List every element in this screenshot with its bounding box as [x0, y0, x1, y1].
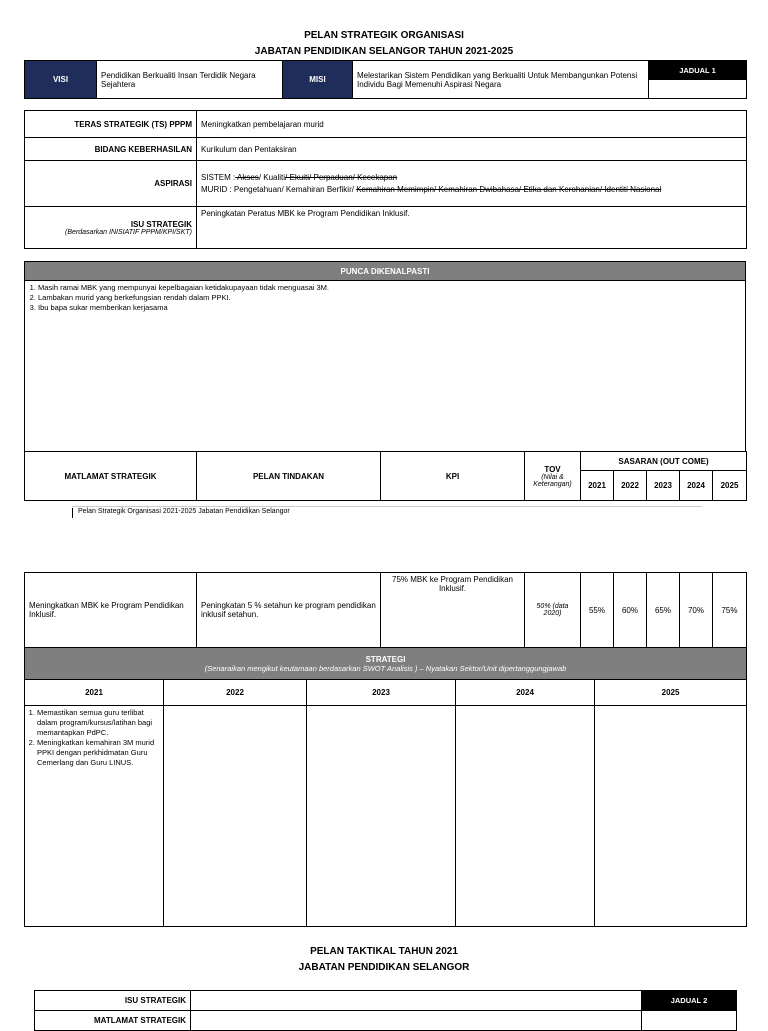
misi-label: MISI: [283, 61, 353, 99]
punca-table: [24, 261, 746, 452]
strategi-year: 2023: [307, 680, 456, 706]
aspirasi-label: ASPIRASI: [25, 161, 197, 207]
target-value: 70%: [680, 573, 713, 648]
taktikal-isu-value: [191, 991, 642, 1011]
strategi-2022-cell: [164, 706, 307, 927]
pelan-value: Peningkatan 5 % setahun ke program pendidikan inklusif setahun.: [197, 573, 381, 648]
taktikal-matlamat-value: [191, 1011, 642, 1031]
matlamat-header-table: [24, 451, 747, 501]
sasaran-year: 2022: [614, 471, 647, 501]
footer-text: Pelan Strategik Organisasi 2021-2025 Jabatan Pendidikan Selangor: [78, 508, 290, 515]
strategi-year: 2022: [164, 680, 307, 706]
target-value: 65%: [647, 573, 680, 648]
target-value: 60%: [614, 573, 647, 648]
misi-text: Melestarikan Sistem Pendidikan yang Berkualiti Untuk Membangunkan Potensi Individu Bagi Memenuhi Aspirasi Negara: [353, 61, 649, 99]
taktikal-isu-label: ISU STRATEGIK: [35, 991, 191, 1011]
page-title: PELAN STRATEGIK ORGANISASI: [304, 30, 464, 41]
isu-strategik-value: Peningkatan Peratus MBK ke Program Pendidikan Inklusif.: [197, 207, 747, 249]
jadual-1-empty: [649, 80, 747, 99]
sasaran-year: 2025: [713, 471, 747, 501]
taktikal-matlamat-extra: [642, 1011, 737, 1031]
footer-divider: [72, 506, 702, 507]
teras-value: Meningkatkan pembelajaran murid: [197, 111, 747, 138]
sasaran-year: 2021: [581, 471, 614, 501]
strategi-year: 2024: [456, 680, 595, 706]
punca-header: PUNCA DIKENALPASTI: [25, 262, 746, 281]
kpi-header: KPI: [381, 452, 525, 501]
taktikal-table: [34, 990, 737, 1031]
strategi-item: 1. Memastikan semua guru terlibat dalam program/kursus/latihan bagi memantapkan PdPC.: [37, 708, 162, 738]
teras-table: [24, 110, 747, 249]
aspirasi-sistem: SISTEM : Akses/ Kualiti/ Ekuiti/ Perpaduan/ Kecekapan: [201, 172, 398, 182]
isu-strategik-label: ISU STRATEGIK (Berdasarkan INISIATIF PPPM/KPI/SKT): [25, 207, 197, 249]
jadual-1-badge: JADUAL 1: [649, 61, 747, 80]
teras-label: TERAS STRATEGIK (TS) PPPM: [25, 111, 197, 138]
target-value: 55%: [581, 573, 614, 648]
sasaran-header: SASARAN (OUT COME): [581, 452, 747, 471]
aspirasi-murid: MURID : Pengetahuan/ Kemahiran Berfikir/ Kemahiran Memimpin/ Kemahiran Dwibahasa/ Etika dan Kerohanian/ Identiti Nasional: [201, 184, 662, 194]
matlamat-row-table: [24, 572, 747, 648]
bidang-label: BIDANG KEBERHASILAN: [25, 138, 197, 161]
visi-misi-table: [24, 60, 747, 99]
matlamat-strategik-header: MATLAMAT STRATEGIK: [25, 452, 197, 501]
strategi-2024-cell: [456, 706, 595, 927]
strategi-2025-cell: [595, 706, 747, 927]
strategi-2021-cell: [25, 706, 164, 927]
matlamat-value: Meningkatkan MBK ke Program Pendidikan Inklusif.: [25, 573, 197, 648]
strategi-table: [24, 647, 747, 927]
jadual-2-badge: JADUAL 2: [642, 991, 737, 1011]
sasaran-year: 2023: [647, 471, 680, 501]
strategi-item: 2. Meningkatkan kemahiran 3M murid PPKI dengan perkhidmatan Guru Cemerlang dan Guru LINUS.: [37, 738, 162, 768]
punca-body: [25, 281, 746, 452]
kpi-value: 75% MBK ke Program Pendidikan Inklusif.: [381, 573, 525, 648]
bidang-value: Kurikulum dan Pentaksiran: [197, 138, 747, 161]
punca-list: [27, 283, 743, 313]
tov-header: TOV (Nilai & Keterangan): [525, 452, 581, 501]
strategi-year: 2021: [25, 680, 164, 706]
tov-value: 50% (data 2020): [525, 573, 581, 648]
page-subtitle: JABATAN PENDIDIKAN SELANGOR TAHUN 2021-2025: [254, 46, 514, 57]
taktikal-title: PELAN TAKTIKAL TAHUN 2021: [310, 946, 458, 957]
aspirasi-value: [197, 161, 747, 207]
visi-label: VISI: [25, 61, 97, 99]
strategi-2021-list: [26, 708, 162, 768]
punca-item: 3. Ibu bapa sukar memberikan kerjasama: [38, 303, 743, 313]
punca-item: 2. Lambakan murid yang berkefungsian rendah dalam PPKI.: [38, 293, 743, 303]
pelan-tindakan-header: PELAN TINDAKAN: [197, 452, 381, 501]
visi-text: Pendidikan Berkualiti Insan Terdidik Negara Sejahtera: [97, 61, 283, 99]
target-value: 75%: [713, 573, 747, 648]
footer-bar: [72, 508, 73, 518]
taktikal-subtitle: JABATAN PENDIDIKAN SELANGOR: [298, 962, 470, 973]
punca-item: 1. Masih ramai MBK yang mempunyai kepelbagaian ketidakupayaan tidak menguasai 3M.: [38, 283, 743, 293]
strategi-header: STRATEGI (Senaraikan mengikut keutamaan berdasarkan SWOT Analisis ) – Nyatakan Sektor/Unit dipertanggungjawab: [25, 648, 747, 680]
strategi-year: 2025: [595, 680, 747, 706]
strategi-2023-cell: [307, 706, 456, 927]
sasaran-year: 2024: [680, 471, 713, 501]
taktikal-matlamat-label: MATLAMAT STRATEGIK: [35, 1011, 191, 1031]
